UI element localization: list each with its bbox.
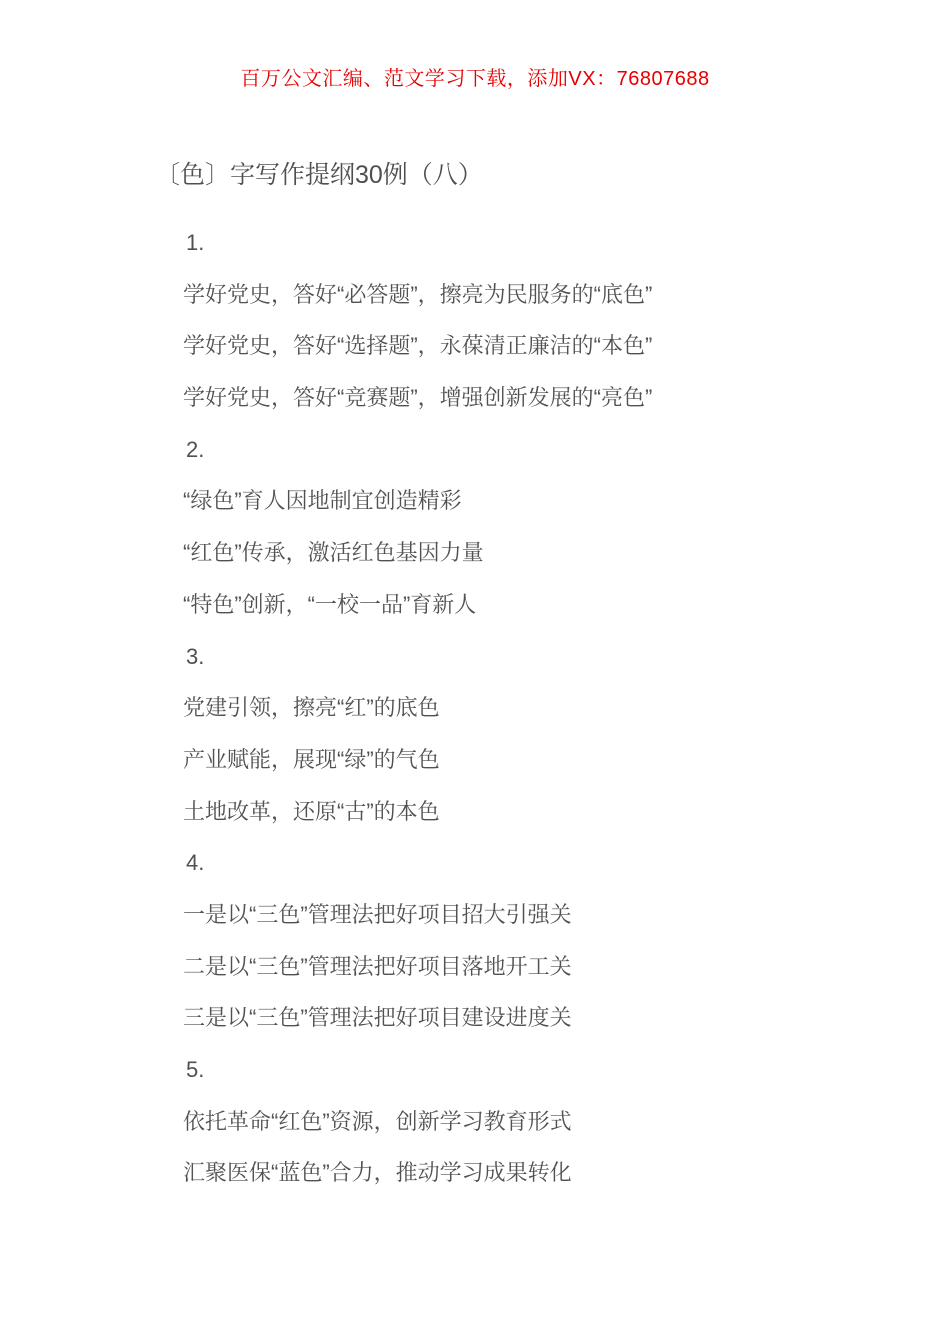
outline-item: “绿色”育人因地制宜创造精彩 (183, 488, 462, 514)
outline-item: 三是以“三色”管理法把好项目建设进度关 (183, 1005, 572, 1031)
section-number: 5. (186, 1057, 205, 1082)
page-title: 〔色〕字写作提纲30例（八） (155, 161, 483, 189)
outline-item: 学好党史，答好“选择题”，永葆清正廉洁的“本色” (183, 333, 653, 359)
outline-item: 土地改革，还原“古”的本色 (183, 798, 440, 824)
header-notice: 百万公文汇编、范文学习下载，添加VX：76807688 (240, 68, 710, 90)
outline-item: “红色”传承，激活红色基因力量 (183, 540, 484, 566)
section-number: 2. (186, 436, 205, 462)
outline-item: “特色”创新，“一校一品”育新人 (183, 591, 477, 617)
section-number: 4. (186, 850, 205, 876)
outline-item: 学好党史，答好“必答题”，擦亮为民服务的“底色” (183, 281, 653, 307)
outline-item: 汇聚医保“蓝色”合力，推动学习成果转化 (183, 1160, 572, 1186)
outline-item: 依托革命“红色”资源，创新学习教育形式 (183, 1108, 572, 1134)
outline-item: 党建引领，擦亮“红”的底色 (183, 695, 440, 721)
section-number: 1. (186, 230, 205, 255)
outline-list (183, 217, 883, 1199)
outline-item: 二是以“三色”管理法把好项目落地开工关 (183, 953, 572, 979)
outline-item: 产业赋能，展现“绿”的气色 (183, 746, 440, 772)
outline-item: 一是以“三色”管理法把好项目招大引强关 (183, 901, 572, 927)
section-number: 3. (186, 643, 205, 669)
outline-item: 学好党史，答好“竞赛题”，增强创新发展的“亮色” (183, 385, 653, 411)
